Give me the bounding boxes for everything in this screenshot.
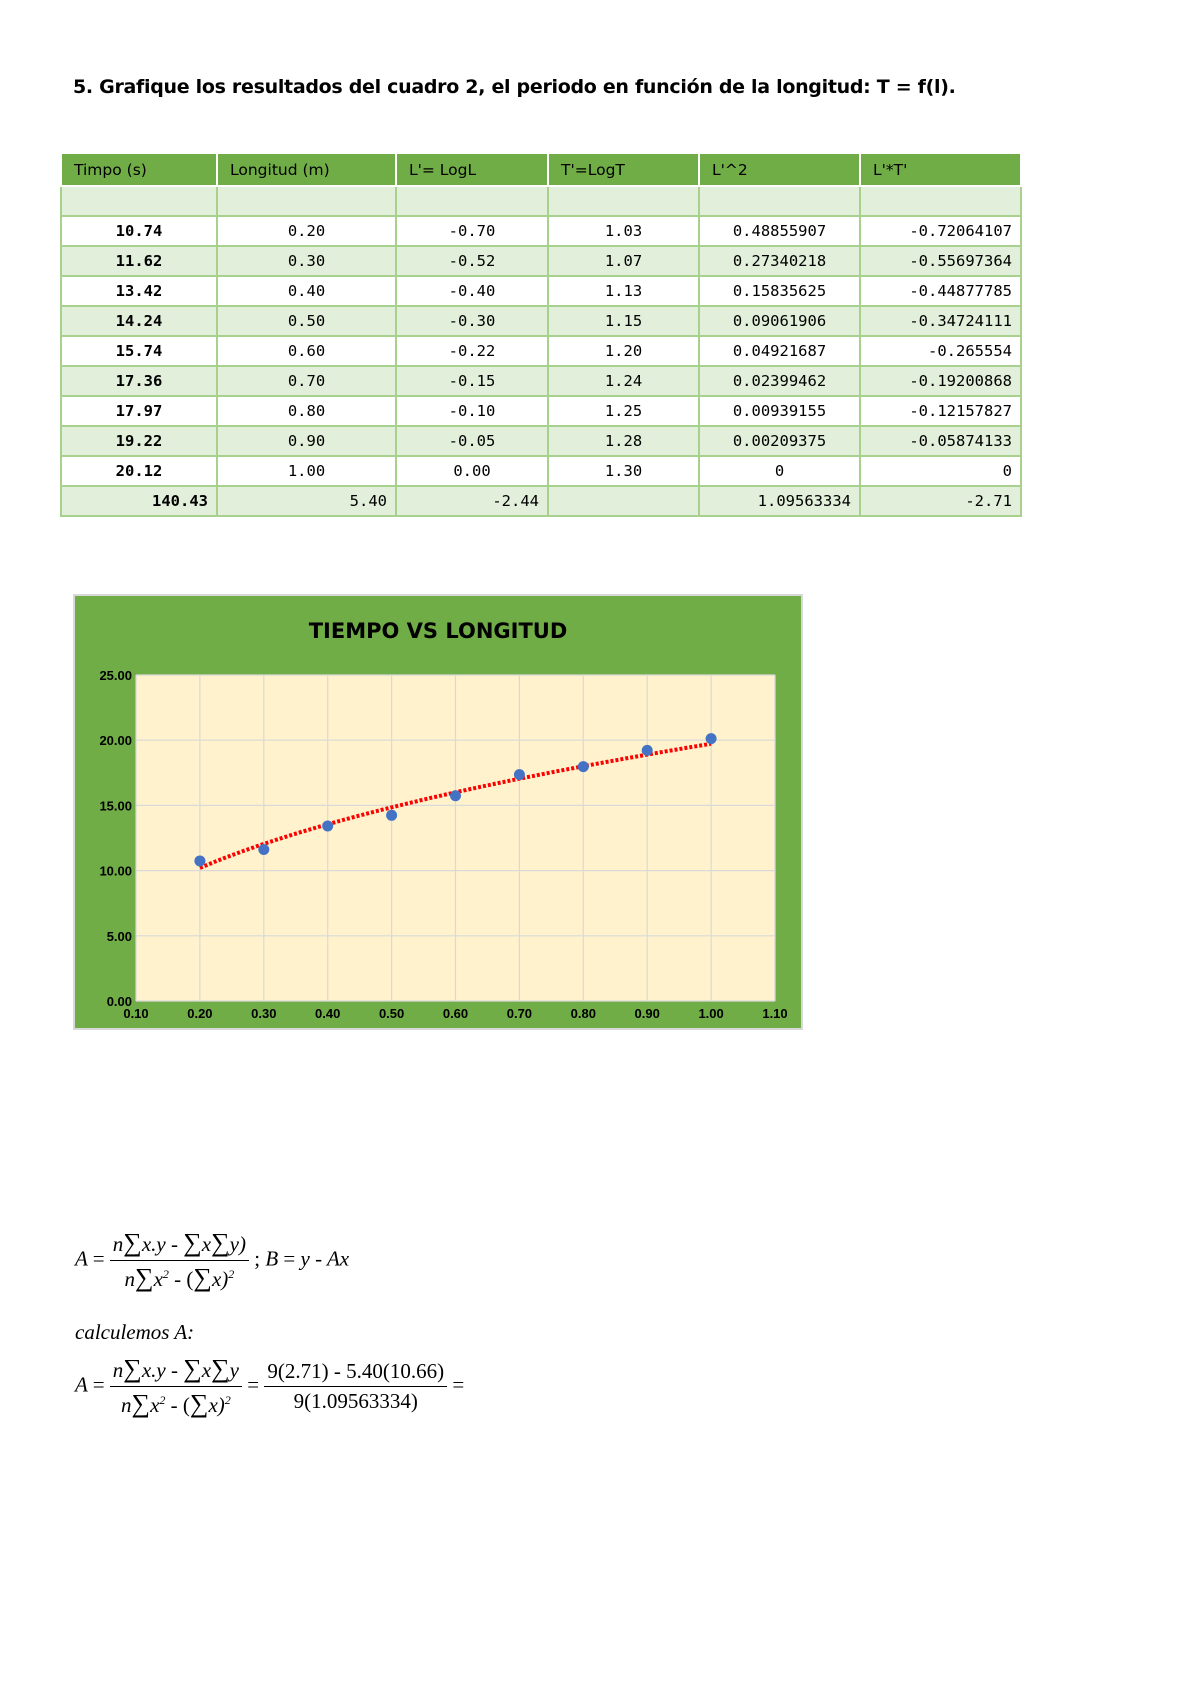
table-row: [61, 186, 1021, 216]
table-cell: [699, 186, 860, 216]
table-cell: 0.30: [217, 246, 396, 276]
totals-cell: -2.71: [860, 486, 1021, 516]
y-tick-label: 0.00: [106, 994, 132, 1009]
data-point: [450, 790, 461, 801]
table-cell: [396, 186, 548, 216]
data-point: [642, 745, 653, 756]
y-tick-label: 20.00: [99, 733, 132, 749]
column-header: Timpo (s): [61, 153, 217, 186]
x-tick-label: 0.70: [506, 1006, 533, 1021]
table-cell: 1.07: [548, 246, 699, 276]
table-row: [61, 246, 1021, 276]
table-cell: -0.34724111: [860, 306, 1021, 336]
table-cell: 0: [860, 456, 1021, 486]
table-cell: -0.52: [396, 246, 548, 276]
y-tick-label: 25.00: [99, 668, 132, 683]
totals-row: [61, 486, 1021, 516]
y-tick-label: 15.00: [99, 798, 132, 814]
table-cell: 13.42: [61, 276, 217, 306]
table-cell: 0.02399462: [699, 366, 860, 396]
values-numerator: 9(2.71) - 5.40(10.66): [264, 1359, 447, 1387]
column-header: Longitud (m): [217, 153, 396, 186]
table-cell: 1.03: [548, 216, 699, 246]
totals-cell: -2.44: [396, 486, 548, 516]
substituted-formula: A = $\frac{n\sum x.y - \sum x\sum y}{n\sum x^2 - (\sum x)^2}$ = $\frac{9(2.71) - 5.40(10.66)}{9(1.09563334)}$ =: [75, 1354, 465, 1418]
section-heading: 5. Grafique los resultados del cuadro 2, el periodo en función de la longitud: T = f(l).: [73, 76, 956, 98]
table-cell: 0.80: [217, 396, 396, 426]
column-header: L'*T': [860, 153, 1021, 186]
table-cell: [548, 186, 699, 216]
table-cell: -0.05874133: [860, 426, 1021, 456]
x-tick-label: 0.80: [570, 1006, 596, 1021]
table-cell: -0.22: [396, 336, 548, 366]
table-cell: -0.30: [396, 306, 548, 336]
table-row: [61, 306, 1021, 336]
table-cell: 1.20: [548, 336, 699, 366]
table-cell: 0.00209375: [699, 426, 860, 456]
table-cell: 0.04921687: [699, 336, 860, 366]
table-row: [61, 456, 1021, 486]
table-cell: -0.55697364: [860, 246, 1021, 276]
table-cell: 0.70: [217, 366, 396, 396]
x-tick-label: 1.10: [762, 1006, 788, 1021]
y-tick-label: 10.00: [99, 863, 132, 879]
table-cell: -0.19200868: [860, 366, 1021, 396]
table-cell: 1.00: [217, 456, 396, 486]
totals-cell: 1.09563334: [699, 486, 860, 516]
table-cell: 11.62: [61, 246, 217, 276]
table-cell: -0.10: [396, 396, 548, 426]
table-cell: -0.05: [396, 426, 548, 456]
values-denominator: 9(1.09563334): [293, 1389, 418, 1413]
data-point: [194, 855, 205, 866]
table-cell: -0.265554: [860, 336, 1021, 366]
column-header: T'=LogT: [548, 153, 699, 186]
data-point: [386, 810, 397, 821]
table-cell: 0.40: [217, 276, 396, 306]
table-cell: 0.00939155: [699, 396, 860, 426]
table-cell: -0.72064107: [860, 216, 1021, 246]
x-tick-label: 0.50: [378, 1006, 405, 1021]
column-header: L'^2: [699, 153, 860, 186]
table-cell: 0.00: [396, 456, 548, 486]
table-cell: 0.20: [217, 216, 396, 246]
totals-cell: 140.43: [61, 486, 217, 516]
table-cell: 10.74: [61, 216, 217, 246]
y-tick-label: 5.00: [106, 928, 132, 944]
table-cell: 20.12: [61, 456, 217, 486]
table-cell: [61, 186, 217, 216]
totals-cell: 5.40: [217, 486, 396, 516]
table-cell: 0.15835625: [699, 276, 860, 306]
table-cell: 0: [699, 456, 860, 486]
table-cell: 1.25: [548, 396, 699, 426]
data-point: [514, 769, 525, 780]
totals-cell: [548, 486, 699, 516]
table-cell: 0.90: [217, 426, 396, 456]
chart-svg: [75, 596, 801, 1028]
x-tick-label: 0.20: [187, 1006, 213, 1021]
table-row: [61, 276, 1021, 306]
table-cell: 0.27340218: [699, 246, 860, 276]
x-tick-label: 1.00: [698, 1006, 724, 1021]
table-row: [61, 336, 1021, 366]
data-table: [60, 152, 1022, 517]
data-point: [258, 844, 269, 855]
table-cell: 0.48855907: [699, 216, 860, 246]
data-point: [322, 821, 333, 832]
table-cell: 1.30: [548, 456, 699, 486]
data-point: [578, 761, 589, 772]
x-tick-label: 0.60: [442, 1006, 469, 1021]
calc-label: calculemos A:: [75, 1320, 195, 1344]
general-formula: A = $\frac{n\sum x.y - \sum x\sum y)}{n\sum x^2 - (\sum x)^2}$ ; B = y - Ax: [75, 1228, 350, 1292]
tiempo-vs-longitud-chart: [73, 594, 803, 1030]
column-header: L'= LogL: [396, 153, 548, 186]
table-cell: -0.40: [396, 276, 548, 306]
table-cell: 0.60: [217, 336, 396, 366]
x-tick-label: 0.90: [634, 1006, 660, 1021]
table-cell: -0.44877785: [860, 276, 1021, 306]
table-row: [61, 216, 1021, 246]
table-cell: -0.12157827: [860, 396, 1021, 426]
table-row: [61, 426, 1021, 456]
x-tick-label: 0.10: [123, 1006, 149, 1021]
data-point: [706, 733, 717, 744]
table-cell: 1.15: [548, 306, 699, 336]
table-row: [61, 366, 1021, 396]
table-cell: 0.09061906: [699, 306, 860, 336]
table-cell: 17.36: [61, 366, 217, 396]
table-row: [61, 396, 1021, 426]
table-cell: 14.24: [61, 306, 217, 336]
table-cell: 15.74: [61, 336, 217, 366]
table-cell: 1.13: [548, 276, 699, 306]
table-cell: 1.28: [548, 426, 699, 456]
table-cell: 17.97: [61, 396, 217, 426]
table-cell: -0.70: [396, 216, 548, 246]
table-cell: -0.15: [396, 366, 548, 396]
table-cell: [217, 186, 396, 216]
x-tick-label: 0.30: [251, 1006, 277, 1021]
table-cell: 19.22: [61, 426, 217, 456]
table-cell: 0.50: [217, 306, 396, 336]
x-tick-label: 0.40: [315, 1006, 341, 1021]
chart-title: TIEMPO VS LONGITUD: [308, 619, 568, 643]
table-cell: [860, 186, 1021, 216]
table-cell: 1.24: [548, 366, 699, 396]
